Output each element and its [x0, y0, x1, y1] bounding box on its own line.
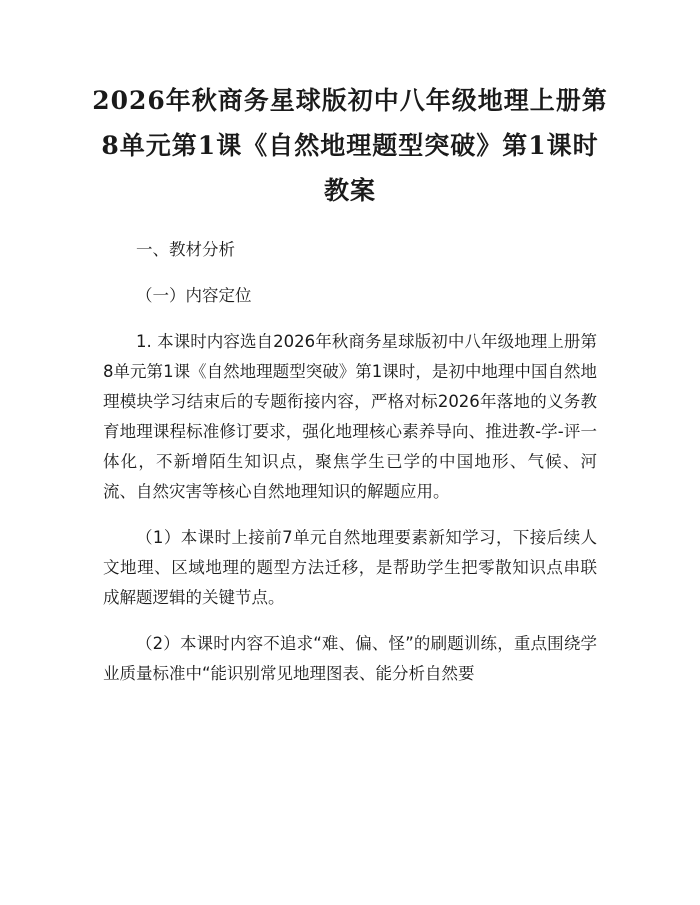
paragraph-3: （2）本课时内容不追求“难、偏、怪”的刷题训练，重点围绕学业质量标准中“能识别常见地理图表、能分析自然要	[103, 634, 597, 683]
section-heading: 一、教材分析	[136, 240, 235, 259]
document-body	[103, 235, 597, 705]
paragraph-2: （1）本课时上接前7单元自然地理要素新知学习，下接后续人文地理、区域地理的题型方法迁移，是帮助学生把零散知识点串联成解题逻辑的关键节点。	[103, 528, 597, 607]
subsection-heading: （一）内容定位	[136, 286, 252, 305]
document-title: 2026年秋商务星球版初中八年级地理上册第8单元第1课《自然地理题型突破》第1课时教案	[92, 86, 608, 205]
paragraph-1: 1. 本课时内容选自2026年秋商务星球版初中八年级地理上册第8单元第1课《自然地理题型突破》第1课时，是初中地理中国自然地理模块学习结束后的专题衔接内容，严格对标2026年落地的义务教育地理课程标准修订要求，强化地理核心素养导向、推进教-学-评一体化，不新增陌生知识点，聚焦学生已学的中国地形、气候、河流、自然灾害等核心自然地理知识的解题应用。	[103, 332, 597, 501]
